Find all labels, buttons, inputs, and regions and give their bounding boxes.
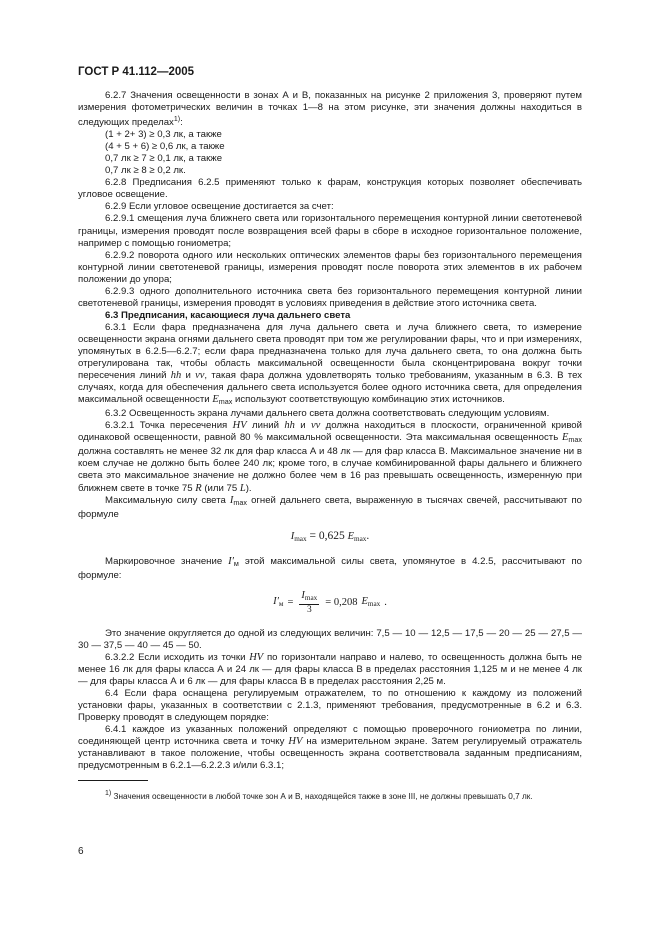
paragraph-6-3-2-1: 6.3.2.1 Точка пересечения HV линий hh и vv должна находиться в плоскости, ограниченной кривой одинаковой освещенности, равной 80 % максимальной освещенности. Эта максимальная освещенность $E_{max}$ должна составлять не менее 32 лк для фар класса А и 48 лк — для фар класса В. Максимальное значение ни в коем случае не должно быть более 240 лк; кроме того, в случае комбинированной фары дальнего и ближнего света это максимальное значение не должно более чем в 16 раз превышать освещенность, измеренную при ближнем свете в точке 75 R (или 75 L). (78, 420, 583, 494)
section-heading-6-3: 6.3 Предписания, касающиеся луча дальнего света (105, 309, 351, 321)
paragraph-6-2-9-3: 6.2.9.3 одного дополнительного источника света без горизонтального перемещения контурной линии светотеневой границы, измерения проводят в условиях приведения в действие этого источника света. (78, 285, 582, 309)
formula-imax: $I_{max} = 0,625$ $E_{max}$. (290, 529, 370, 543)
paragraph-6-2-9-2: 6.2.9.2 поворота одного или нескольких оптических элементов фары без горизонтального перемещения контурной линии светотеневой границы, измерения проводят после поворота этих элементов в их рабочем положении до упора; (78, 249, 582, 285)
paragraph-rounding: Это значение округляется до одной из следующих величин: 7,5 — 10 — 12,5 — 17,5 — 20 — 25 — 27,5 — 30 — 37,5 — 40 — 45 — 50. (78, 627, 582, 651)
paragraph-6-2-9: 6.2.9 Если угловое освещение достигается за счет: (105, 201, 334, 213)
paragraph-marking-value: Маркировочное значение $I'_м$ этой максимальной силы света, упомянутое в 4.2.5, рассчитывают по формуле: (78, 555, 582, 581)
limit-line-3: 0,7 лк ≥ 7 ≥ 0,1 лк, а также (105, 153, 223, 165)
footnote-mark: 1) (105, 790, 112, 798)
footnote-divider (78, 780, 148, 781)
standard-header: ГОСТ Р 41.112—2005 (78, 66, 195, 78)
main-text (78, 90, 582, 803)
paragraph-6-2-8: 6.2.8 Предписания 6.2.5 применяют только к фарам, конструкция которых позволяет обеспечивать угловое освещение. (78, 177, 582, 201)
paragraph-max-intensity: Максимальную силу света $I_{max}$ огней дальнего света, выраженную в тысячах свечей, рассчитывают по формуле (78, 494, 583, 520)
formula-marking: $I'_м$ = $\frac{I_{max}}{3}$ = 0,208 $E_{max}$ . (273, 589, 387, 615)
paragraph-6-2-7: 6.2.7 Значения освещенности в зонах А и В, показанных на рисунке 2 приложения 3, проверяют путем измерения фотометрических величин в точках 1—8 на этом рисунке, эти значения должны находиться в следующих пределах$^{1)}$: (78, 90, 582, 129)
footnote: 1) Значения освещенности в любой точке зон А и В, находящейся также в зоне III, не должны превышать 0,7 лк. (105, 790, 533, 802)
limit-line-2: (4 + 5 + 6) ≥ 0,6 лк, а также (105, 141, 225, 153)
fraction: $\frac{I_{max}}{3}$ (301, 589, 318, 615)
footnote-ref: 1) (173, 116, 181, 124)
paragraph-6-3-2-2: 6.3.2.2 Если исходить из точки HV по горизонтали направо и налево, то освещенность должна быть не менее 16 лк для фары класса А и 24 лк — для фары класса В в пределах расстояния 1,125 м и не менее 4 лк — для фары класса А и 6 лк — для фары класса В в пределах расстояния 2,25 м. (78, 651, 582, 687)
paragraph-6-4: 6.4 Если фара оснащена регулируемым отражателем, то по отношению к каждому из положений установки фары, указанных в соответствии с 2.1.3, применяют требования, предусмотренные в 6.2 и 6.3. Проверку проводят в следующем порядке: (78, 687, 582, 724)
page-number: 6 (78, 846, 84, 857)
paragraph-6-4-1: 6.4.1 каждое из указанных положений определяют с помощью проверочного гониометра по линии, соединяющей центр источника света и точку HV на измерительном экране. Затем регулируемый отражатель устанавливают в такое положение, чтобы освещенность экрана соответствовала заданным предписаниям, предусмотренным в 6.2.1—6.2.2.3 и/или 6.3.1; (78, 724, 583, 772)
limit-line-4: 0,7 лк ≥ 8 ≥ 0,2 лк. (105, 165, 186, 177)
paragraph-6-2-9-1: 6.2.9.1 смещения луча ближнего света или горизонтального перемещения контурной линии светотеневой границы, измерения проводят после возвращения всей фары в сборе в исходное горизонтальное положение, например с помощью гониометра; (78, 213, 582, 249)
limit-line-1: (1 + 2+ 3) ≥ 0,3 лк, а также (105, 129, 222, 141)
paragraph-6-3-1: 6.3.1 Если фара предназначена для луча дальнего света и луча ближнего света, то измерение освещенности экрана огнями дальнего света проводят при том же регулировании фары, что и при измерениях, упомянутых в 6.2.5—6.2.7; если фара предназначена только для луча дальнего света, то она должна быть отрегулирована так, чтобы область максимальной освещенности была сконцентрирована вокруг точки пересечения линий hh и vv, такая фара должна удовлетворять только требованиям, указанным в 6.3. В тех случаях, когда для обеспечения дальнего света используется более одного источника света, для определения максимальной освещенности $E_{max}$ используют соответствующую комбинацию этих источников. (78, 321, 583, 407)
paragraph-6-3-2: 6.3.2 Освещенность экрана лучами дальнего света должна соответствовать следующим условиям. (105, 408, 550, 420)
